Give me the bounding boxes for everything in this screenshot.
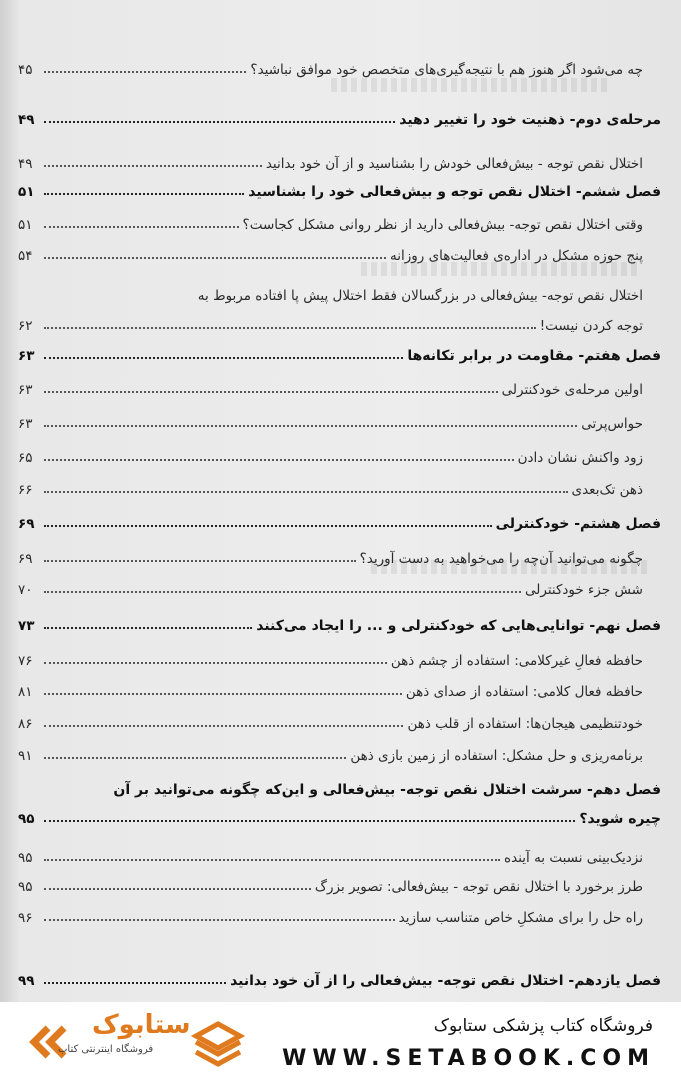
toc-page-number: ۶۹ xyxy=(18,516,35,532)
toc-entry-row xyxy=(18,850,661,866)
toc-entry-row xyxy=(18,716,661,732)
toc-entry-row xyxy=(18,482,661,498)
toc-entry-title: حافظه فعال کلامی: استفاده از صدای ذهن xyxy=(405,684,643,700)
toc-entry-title: فصل هفتم- مقاومت در برابر تکانه‌ها xyxy=(407,348,661,364)
toc-entry-row xyxy=(18,288,661,304)
toc-entry-row xyxy=(18,450,661,466)
toc-entry-row xyxy=(18,551,661,567)
toc-entry-row xyxy=(18,582,661,598)
toc-entry-title: اختلال نقص توجه - بیش‌فعالی خودش را بشناسید و از آن خود بدانید xyxy=(265,156,643,172)
dot-leader xyxy=(44,560,356,562)
bleed-through xyxy=(331,78,611,92)
toc-entry-row xyxy=(18,748,661,764)
toc-entry-title: حافظه فعالِ غیرکلامی: استفاده از چشم ذهن xyxy=(390,653,643,669)
toc-page-number: ۹۵ xyxy=(18,879,33,895)
toc-page-number: ۹۵ xyxy=(18,850,33,866)
dot-leader xyxy=(44,193,244,195)
toc-page-number: ۷۶ xyxy=(18,653,33,669)
toc-entry-row xyxy=(18,416,661,432)
toc-entry-row xyxy=(18,684,661,700)
toc-entry-title: وقتی اختلال نقص توجه- بیش‌فعالی دارید از نظر روانی مشکل کجاست؟ xyxy=(242,217,643,233)
toc-page-number: ۹۹ xyxy=(18,973,35,989)
dot-leader xyxy=(44,425,577,427)
dot-leader xyxy=(44,757,346,759)
toc-entry-title: فصل ششم- اختلال نقص توجه و بیش‌فعالی خود را بشناسید xyxy=(248,184,661,200)
dot-leader xyxy=(44,888,311,890)
toc-entry-title: زود واکنش نشان دادن xyxy=(517,450,643,466)
toc-entry-title: شش جزء خودکنترلی xyxy=(525,582,643,598)
toc-chapter-row xyxy=(18,184,661,200)
logo-mark-icon xyxy=(196,1024,240,1064)
shop-name: فروشگاه کتاب پزشکی ستابوک xyxy=(433,1016,653,1036)
toc-entry-row xyxy=(18,248,661,264)
dot-leader xyxy=(44,391,498,393)
toc-entry-row xyxy=(18,318,661,334)
toc-entry-title: طرز برخورد با اختلال نقص توجه - بیش‌فعالی: تصویر بزرگ xyxy=(314,879,643,895)
dot-leader xyxy=(44,982,226,984)
toc-page-number: ۶۳ xyxy=(18,348,35,364)
dot-leader xyxy=(44,165,262,167)
store-footer xyxy=(0,1002,681,1080)
toc-chapter-row xyxy=(18,516,661,532)
toc-entry-title: اولین مرحله‌ی خودکنترلی xyxy=(501,382,643,398)
dot-leader xyxy=(44,327,536,329)
dot-leader xyxy=(44,662,387,664)
website-url: WWW.SETABOOK.COM xyxy=(282,1046,655,1071)
toc-entry-title: راه حل را برای مشکلِ خاص متناسب سازید xyxy=(398,910,643,926)
toc-page-number: ۹۱ xyxy=(18,748,33,764)
dot-leader xyxy=(44,693,402,695)
toc-entry-row xyxy=(18,382,661,398)
toc-entry-title: اختلال نقص توجه- بیش‌فعالی در بزرگسالان فقط اختلال پیش پا افتاده مربوط به xyxy=(197,288,643,304)
toc-page-number: ۶۲ xyxy=(18,318,33,334)
dot-leader xyxy=(44,627,252,629)
toc-entry-title: فصل هشتم- خودکنترلی xyxy=(495,516,661,532)
toc-entry-row xyxy=(18,62,661,78)
dot-leader xyxy=(44,859,500,861)
toc-chapter-row xyxy=(18,618,661,634)
toc-entry-row xyxy=(18,879,661,895)
toc-entry-row xyxy=(18,653,661,669)
dot-leader xyxy=(44,725,403,727)
dot-leader xyxy=(44,919,395,921)
toc-chapter-row xyxy=(18,348,661,364)
toc-entry-title: پنج حوزه مشکل در اداره‌ی فعالیت‌های روزانه xyxy=(390,248,643,264)
toc-entry-title: فصل یازدهم- اختلال نقص توجه- بیش‌فعالی را از آن خود بدانید xyxy=(230,973,661,989)
toc-page-number: ۶۳ xyxy=(18,416,33,432)
bleed-through xyxy=(361,262,641,276)
toc-page-number: ۷۰ xyxy=(18,582,33,598)
toc-entry-title: حواس‌پرتی xyxy=(581,416,643,432)
toc-page-number: ۸۶ xyxy=(18,716,33,732)
toc-page-number: ۶۳ xyxy=(18,382,33,398)
toc-entry-title: ذهن تک‌بعدی xyxy=(571,482,643,498)
dot-leader xyxy=(44,820,575,822)
toc-entry-title: توجه کردن نیست! xyxy=(539,318,643,334)
toc-page-number: ۴۹ xyxy=(18,112,35,128)
toc-page-number: ۵۱ xyxy=(18,217,33,233)
toc-entry-title: مرحله‌ی دوم- ذهنیت خود را تغییر دهید xyxy=(399,112,661,128)
toc-entry-title: چیره شوید؟ xyxy=(579,811,661,827)
dot-leader xyxy=(44,491,568,493)
toc-page-number: ۸۱ xyxy=(18,684,33,700)
toc-page-number: ۴۵ xyxy=(18,62,33,78)
dot-leader xyxy=(44,71,246,73)
toc-page-number: ۴۹ xyxy=(18,156,33,172)
toc-page-number: ۶۵ xyxy=(18,450,33,466)
toc-entry-row xyxy=(18,910,661,926)
toc-chapter-row xyxy=(18,112,661,128)
dot-leader xyxy=(44,459,514,461)
toc-entry-title: چگونه می‌توانید آن‌چه را می‌خواهید به دست آورید؟ xyxy=(359,551,643,567)
toc-chapter-row xyxy=(18,782,661,798)
toc-entry-title: خودتنظیمی هیجان‌ها: استفاده از قلب ذهن xyxy=(407,716,643,732)
toc-page-number: ۶۹ xyxy=(18,551,33,567)
toc-entry-title: چه می‌شود اگر هنوز هم با نتیجه‌گیری‌های متخصص خود موافق نباشید؟ xyxy=(250,62,643,78)
toc-entry-title: فصل نهم- توانایی‌هایی که خودکنترلی و ... را ایجاد می‌کنند xyxy=(256,618,661,634)
toc-page-number: ۹۶ xyxy=(18,910,33,926)
toc-chapter-row xyxy=(18,973,661,989)
toc-entry-title: فصل دهم- سرشت اختلال نقص توجه- بیش‌فعالی و این‌که چگونه می‌توانید بر آن xyxy=(113,782,661,798)
toc-entry-title: برنامه‌ریزی و حل مشکل: استفاده از زمین بازی ذهن xyxy=(350,748,643,764)
dot-leader xyxy=(44,226,239,228)
toc-page-number: ۷۳ xyxy=(18,618,35,634)
dot-leader xyxy=(44,121,395,123)
toc-entry-row xyxy=(18,156,661,172)
dot-leader xyxy=(44,525,492,527)
toc-page-number: ۵۱ xyxy=(18,184,35,200)
logo-subtitle: فروشگاه اینترنتی کتاب xyxy=(58,1044,154,1055)
dot-leader xyxy=(44,257,386,259)
toc-entry-row xyxy=(18,217,661,233)
toc-page-number: ۵۴ xyxy=(18,248,33,264)
logo-text: ستابوک xyxy=(92,1010,191,1040)
toc-page-number: ۹۵ xyxy=(18,811,35,827)
toc-chapter-row xyxy=(18,811,661,827)
toc-page-number: ۶۶ xyxy=(18,482,33,498)
toc-entry-title: نزدیک‌بینی نسبت به آینده xyxy=(504,850,643,866)
dot-leader xyxy=(44,357,403,359)
dot-leader xyxy=(44,591,521,593)
